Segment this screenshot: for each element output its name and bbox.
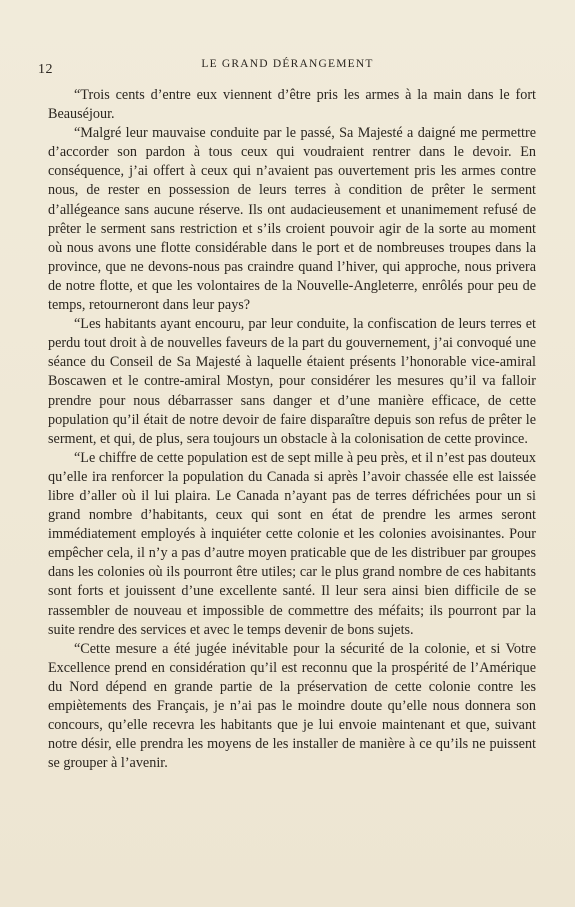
running-head: LE GRAND DÉRANGEMENT	[201, 58, 374, 70]
page-number: 12	[38, 62, 53, 77]
paragraph: “Le chiffre de cette population est de sept mille à peu près, et il n’est pas douteux qu’elle ira renforcer la population du Canada si après l’avoir chassée elle est laissée libre d’aller où il lui plaira. Le Canada n’ayant pas de terres défrichées pour un si grand nombre d’habitants, ceux qui sont en état de prendre les armes seront immédiatement employés à inquiéter cette colonie et les colonies avoisinantes. Pour empêcher cela, il n’y a pas d’autre moyen praticable que de les distribuer par groupes dans les colonies où ils pourront être utiles; car le plus grand nombre de ces habitants sont forts et jouissent d’une excellente santé. Il leur sera ainsi bien difficile de se rassembler de nouveau et impossible de commettre des méfaits; ils pourront par la suite rendre des services et avec le temps devenir de bons sujets.	[48, 449, 536, 638]
paragraph: “Cette mesure a été jugée inévitable pour la sécurité de la colonie, et si Votre Excellence prend en considération qu’il est reconnu que la prospérité de l’Amérique du Nord dépend en grande partie de la préservation de cette colonie contre les empiètements des Français, je n’ai pas le moindre doute qu’elle nous donnera son concours, qu’elle recevra les habitants que je lui envoie maintenant et que, suivant notre désir, elle prendra les moyens de les installer de manière à ce qu’ils ne puissent se grouper à l’avenir.	[48, 640, 536, 772]
paragraph: “Trois cents d’entre eux viennent d’être pris les armes à la main dans le fort Beauséjour.	[48, 87, 536, 123]
paragraph: “Les habitants ayant encouru, par leur conduite, la confiscation de leurs terres et perdu tout droit à de nouvelles faveurs de la part du gouvernement, j’ai convoqué une séance du Conseil de Sa Majesté à laquelle étaient présents l’honorable vice-amiral Boscawen et le contre-amiral Mostyn, pour considérer les mesures qu’il va falloir prendre pour nous débarrasser sans danger et d’une manière efficace, de cette population qu’il était de notre devoir de faire disparaître depuis son refus de prêter le serment, et qui, de plus, sera toujours un obstacle à la colonisation de cette province.	[48, 316, 536, 447]
body-text	[48, 86, 536, 773]
paragraph: “Malgré leur mauvaise conduite par le passé, Sa Majesté a daigné me permettre d’accorder son pardon à tous ceux qui voudraient rentrer dans le devoir. En conséquence, j’ai offert à ceux qui n’avaient pas ouvertement pris les armes contre nous, de rester en possession de leurs terres à condition de prêter le serment d’allégeance sans aucune réserve. Ils ont audacieusement et unanimement refusé de prêter le serment sans restriction et s’ils croient pouvoir agir de la sorte au moment où nous avons une flotte considérable dans le port et de nombreuses troupes dans la province, que ne devons-nous pas craindre quand l’hiver, qui approche, nous privera de notre flotte, et que les volontaires de la Nouvelle-Angleterre, enrôlés pour peu de temps, retourneront dans leur pays?	[48, 125, 536, 314]
